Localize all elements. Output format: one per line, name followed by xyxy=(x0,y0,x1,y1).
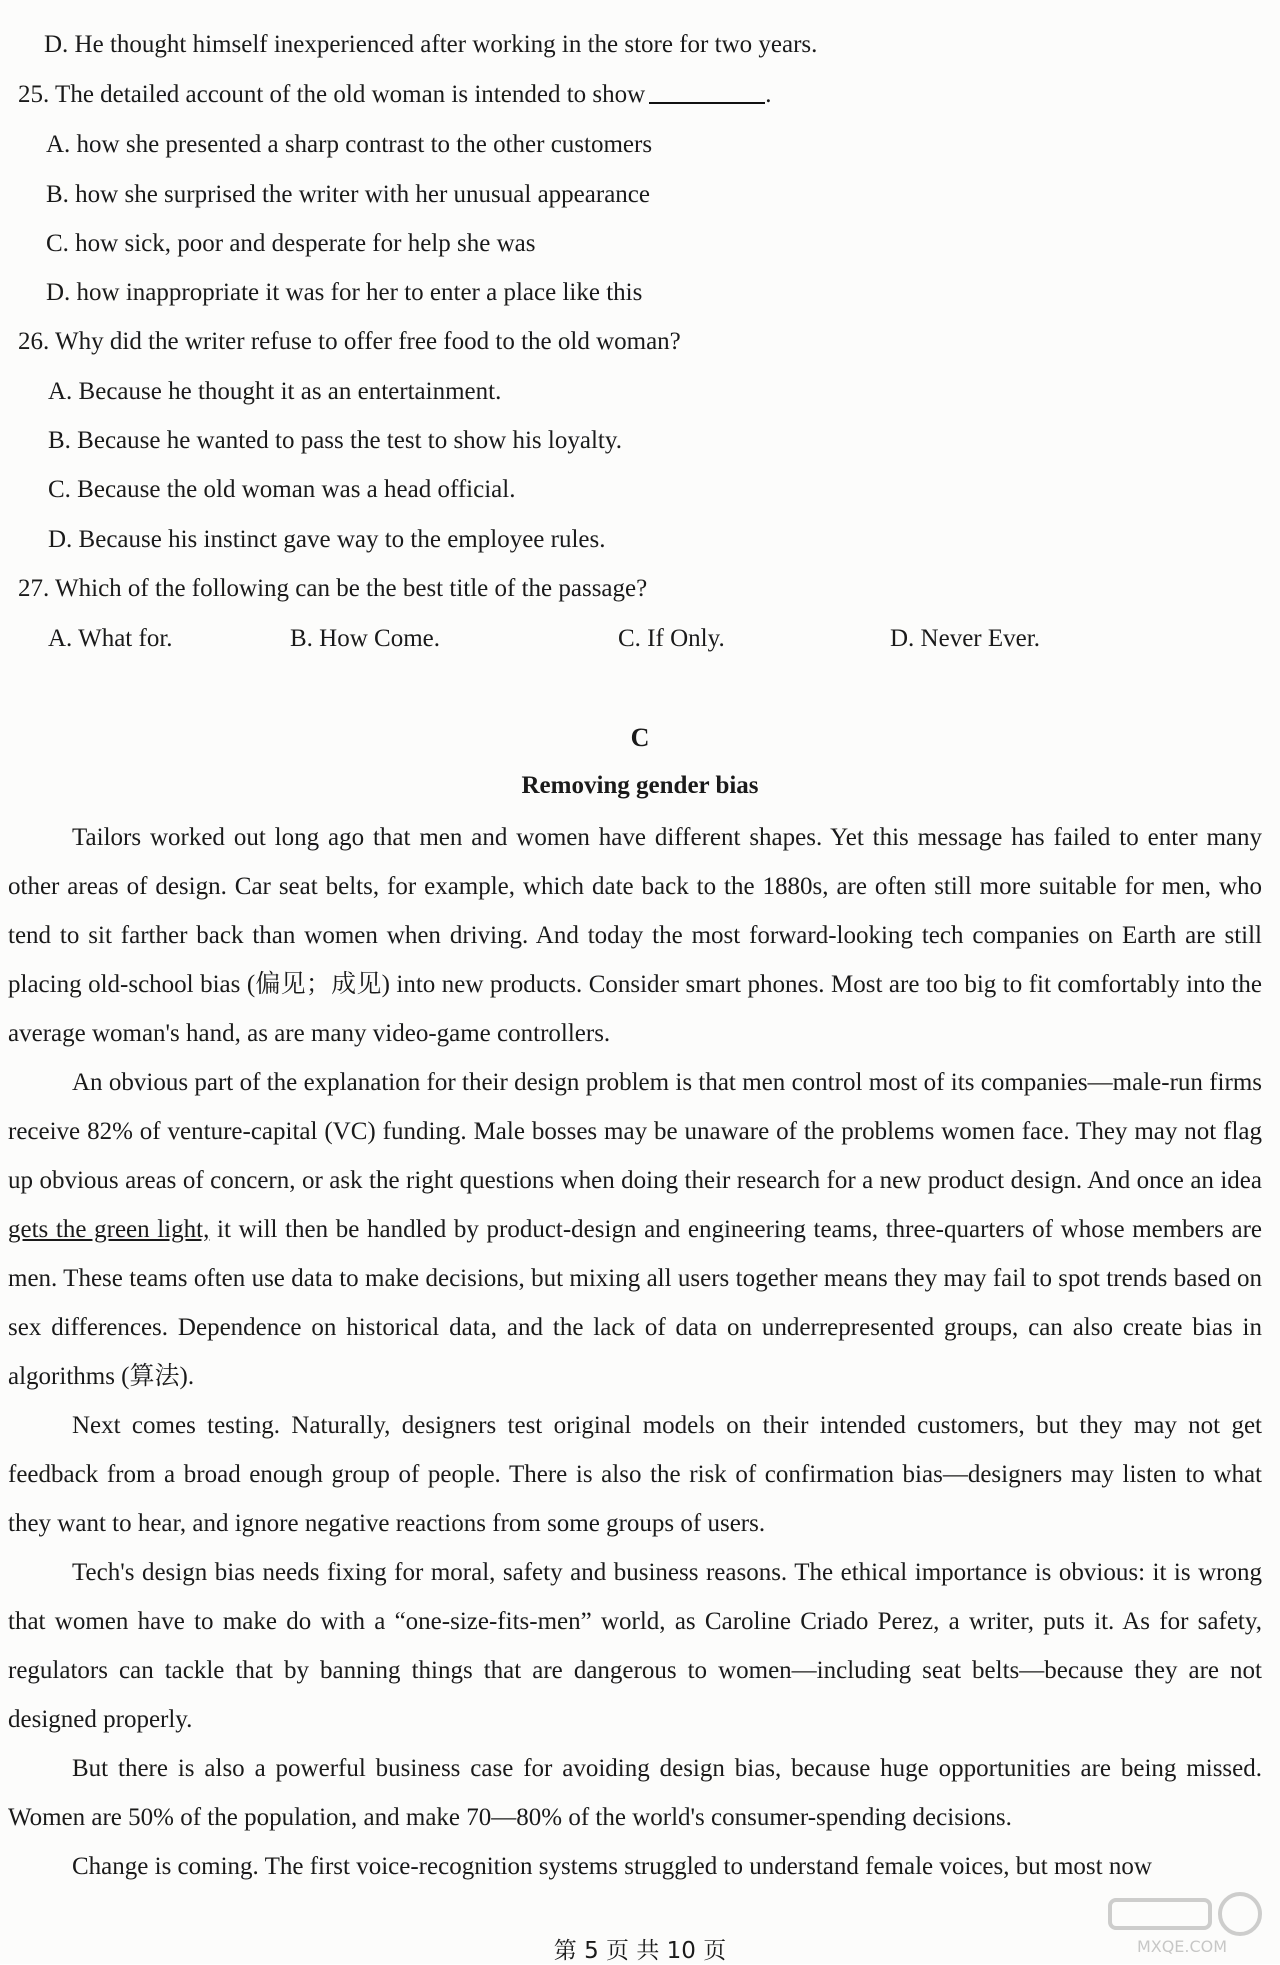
q27-option-d: D. Never Ever. xyxy=(890,625,1040,652)
q25-option-c: C. how sick, poor and desperate for help she was xyxy=(46,230,536,257)
q26-stem: 26. Why did the writer refuse to offer free food to the old woman? xyxy=(18,328,681,355)
p2-text-before: An obvious part of the explanation for their design problem is that men control most of its companies—male-run firms receive 82% of venture-capital (VC) funding. Male bosses may be unaware of the problems women face. They may not flag up obvious areas of concern, or ask the right questions when doing their research for a new product design. And once an idea xyxy=(8,1069,1262,1194)
q26-option-b: B. Because he wanted to pass the test to show his loyalty. xyxy=(48,427,622,454)
q26-option-c: C. Because the old woman was a head official. xyxy=(48,476,516,503)
q26-option-d: D. Because his instinct gave way to the employee rules. xyxy=(48,526,606,553)
passage-paragraph-4: Tech's design bias needs fixing for moral, safety and business reasons. The ethical importance is obvious: it is wrong that women have to make do with a “one-size-fits-men” world, as Caroline Criado Perez, a writer, puts it. As for safety, regulators can tackle that by banning things that are dangerous to women—including seat belts—because they are not designed properly. xyxy=(8,1559,1262,1733)
q24-option-d: D. He thought himself inexperienced after working in the store for two years. xyxy=(44,31,818,58)
q27-option-b: B. How Come. xyxy=(290,625,440,652)
p2-text-after: it will then be handled by product-design and engineering teams, three-quarters of whose members are men. These teams often use data to make decisions, but mixing all users together means they may fail to spot trends based on sex differences. Dependence on historical data, and the lack of data on underrepresented groups, can also create bias in algorithms (算法). xyxy=(8,1216,1262,1390)
q25-stem-end: . xyxy=(765,81,772,108)
passage-title: Removing gender bias xyxy=(521,772,759,799)
watermark-circle-icon xyxy=(1220,1894,1260,1934)
q27-option-c: C. If Only. xyxy=(618,625,725,652)
q27-option-a: A. What for. xyxy=(48,625,173,652)
watermark-logo xyxy=(1102,1888,1262,1958)
q25-stem xyxy=(18,80,771,110)
passage-paragraph-3: Next comes testing. Naturally, designers test original models on their intended customers, but they may not get feedback from a broad enough group of people. There is also the risk of confirmation bias—designers may listen to what they want to hear, and ignore negative reactions from some groups of users. xyxy=(8,1412,1262,1537)
passage-paragraph-1: Tailors worked out long ago that men and women have different shapes. Yet this message has failed to enter many other areas of design. Car seat belts, for example, which date back to the 1880s, are often still more suitable for men, who tend to sit farther back than women when driving. And today the most forward-looking tech companies on Earth are still placing old-school bias (偏见；成见) into new products. Consider smart phones. Most are too big to fit comfortably into the average woman's hand, as are many video-game controllers. xyxy=(8,824,1262,1047)
page-number: 第 5 页 共 10 页 xyxy=(553,1938,727,1964)
section-letter: C xyxy=(630,723,650,752)
q27-stem: 27. Which of the following can be the best title of the passage? xyxy=(18,575,648,602)
q26-option-a: A. Because he thought it as an entertainment. xyxy=(48,378,502,405)
q25-option-a: A. how she presented a sharp contrast to the other customers xyxy=(46,131,653,158)
q25-stem-text: 25. The detailed account of the old woman is intended to show xyxy=(18,81,646,108)
q25-option-b: B. how she surprised the writer with her unusual appearance xyxy=(46,181,650,208)
p2-underlined-phrase: gets the green light, xyxy=(8,1216,210,1243)
passage-paragraph-5: But there is also a powerful business case for avoiding design bias, because huge opportunities are being missed. Women are 50% of the population, and make 70—80% of the world's consumer-spending decisions. xyxy=(8,1755,1262,1831)
passage-paragraph-6: Change is coming. The first voice-recognition systems struggled to understand female voices, but most now xyxy=(72,1853,1152,1880)
answer-blank xyxy=(649,80,765,104)
passage-paragraph-2 xyxy=(8,1058,1262,1401)
watermark-text: MXQE.COM xyxy=(1136,1937,1228,1956)
watermark-badge-icon xyxy=(1110,1900,1210,1928)
q25-option-d: D. how inappropriate it was for her to enter a place like this xyxy=(46,279,643,306)
